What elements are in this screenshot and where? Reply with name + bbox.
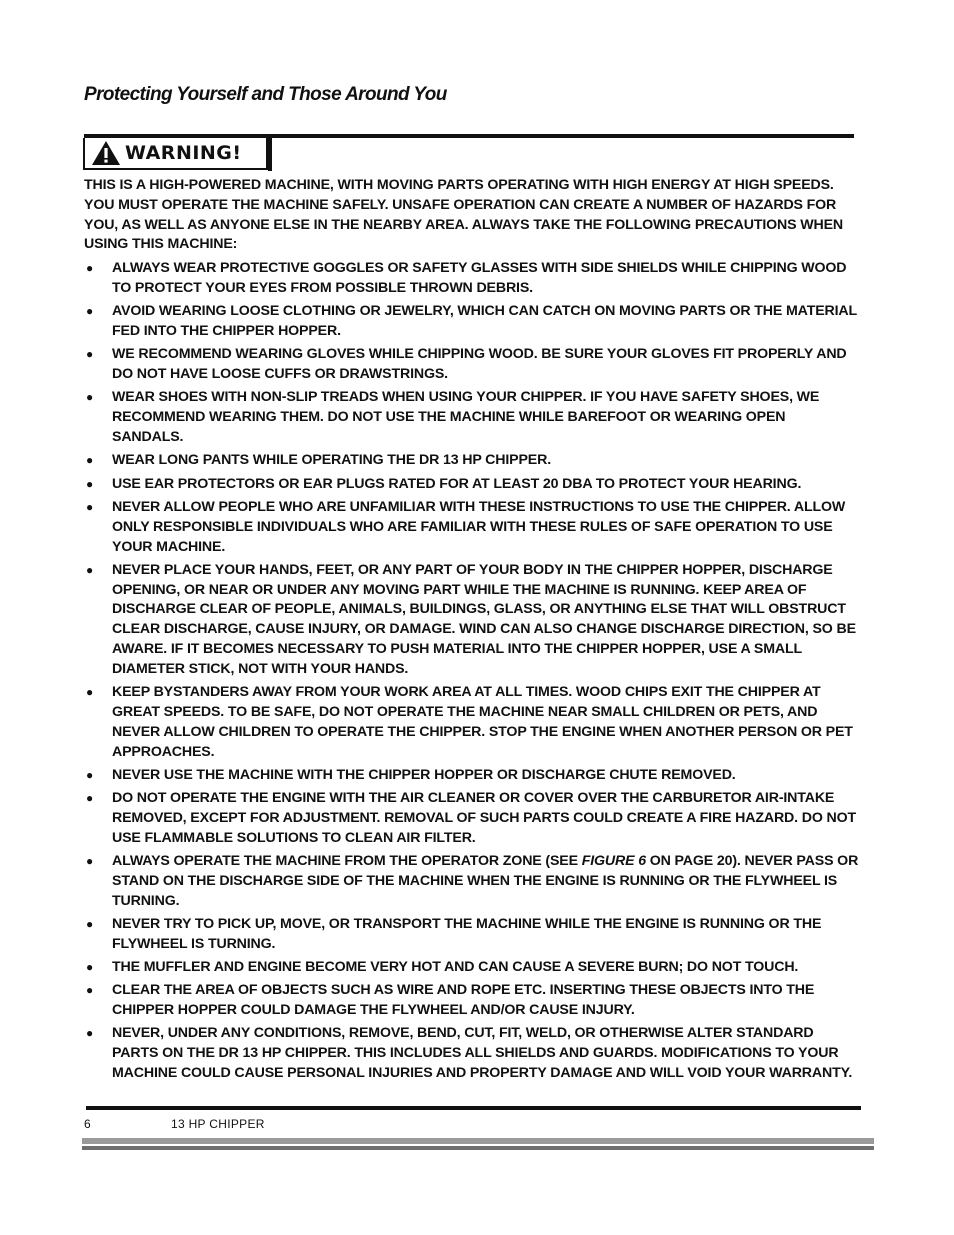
bullet-icon: ● [86, 854, 94, 868]
list-item [84, 498, 859, 557]
list-item [84, 388, 859, 447]
list-item [84, 981, 859, 1021]
item-text-before: ALWAYS OPERATE THE MACHINE FROM THE OPERATOR ZONE (SEE [112, 853, 582, 869]
list-item-text: THE MUFFLER AND ENGINE BECOME VERY HOT AND CAN CAUSE A SEVERE BURN; DO NOT TOUCH. [112, 958, 799, 975]
footer-doc-title: 13 HP CHIPPER [171, 1117, 265, 1131]
section-title: Protecting Yourself and Those Around You [84, 84, 447, 105]
list-item-text: NEVER PLACE YOUR HANDS, FEET, OR ANY PART OF YOUR BODY IN THE CHIPPER HOPPER, DISCHARGE OPENING, OR NEAR OR UNDER ANY MOVING PART WHILE THE MACHINE IS RUNNING. KEEP AREA OF DISCHARGE CLEAR OF PEOPLE, ANIMALS, BUILDINGS, GLASS, OR ANYTHING ELSE THAT WILL OBSTRUCT CLEAR DISCHARGE, CAUSE INJURY, OR DAMAGE. WIND CAN ALSO CHANGE DISCHARGE DIRECTION, SO BE AWARE. IF IT BECOMES NECESSARY TO PUSH MATERIAL INTO THE CHIPPER HOPPER, USE A SMALL DIAMETER STICK, NOT WITH YOUR HANDS. [112, 561, 856, 677]
list-item-text: NEVER ALLOW PEOPLE WHO ARE UNFAMILIAR WITH THESE INSTRUCTIONS TO USE THE CHIPPER. ALLOW ONLY RESPONSIBLE INDIVIDUALS WHO ARE FAMILIAR WITH THESE RULES OF SAFE OPERATION TO USE YOUR MACHINE. [112, 498, 846, 555]
bullet-icon: ● [86, 347, 94, 362]
list-item [84, 915, 859, 955]
bullet-icon: ● [86, 685, 94, 700]
warning-content [84, 176, 859, 1087]
list-item [84, 852, 859, 911]
list-item-text: NEVER USE THE MACHINE WITH THE CHIPPER HOPPER OR DISCHARGE CHUTE REMOVED. [112, 766, 736, 783]
intro-paragraph: THIS IS A HIGH-POWERED MACHINE, WITH MOVING PARTS OPERATING WITH HIGH ENERGY AT HIGH SPEEDS. YOU MUST OPERATE THE MACHINE SAFELY. UNSAFE OPERATION CAN CREATE A NUMBER OF HAZARDS FOR YOU, AS WELL AS ANYONE ELSE IN THE NEARBY AREA. ALWAYS TAKE THE FOLLOWING PRECAUTIONS WHEN USING THIS MACHINE: [84, 177, 843, 253]
bullet-icon: ● [86, 791, 94, 806]
list-item-text: WE RECOMMEND WEARING GLOVES WHILE CHIPPING WOOD. BE SURE YOUR GLOVES FIT PROPERLY AND DO NOT HAVE LOOSE CUFFS OR DRAWSTRINGS. [112, 346, 847, 383]
bullet-icon: ● [86, 453, 94, 468]
bullet-icon: ● [86, 767, 94, 782]
list-item [84, 475, 859, 495]
bullet-icon: ● [86, 476, 94, 491]
bullet-icon: ● [86, 304, 94, 319]
bullet-icon: ● [86, 983, 94, 998]
footer-bar [82, 1138, 874, 1150]
warning-triangle-icon [87, 139, 125, 167]
list-item-text: AVOID WEARING LOOSE CLOTHING OR JEWELRY, WHICH CAN CATCH ON MOVING PARTS OR THE MATERIAL FED INTO THE CHIPPER HOPPER. [112, 303, 857, 340]
precautions-list [84, 259, 859, 1084]
list-item-text: ALWAYS WEAR PROTECTIVE GOGGLES OR SAFETY GLASSES WITH SIDE SHIELDS WHILE CHIPPING WOOD TO PROTECT YOUR EYES FROM POSSIBLE THROWN DEBRIS. [112, 260, 847, 296]
bullet-icon: ● [86, 959, 94, 974]
list-item [84, 958, 859, 978]
list-item-text: WEAR LONG PANTS WHILE OPERATING THE DR 13 HP CHIPPER. [112, 452, 551, 469]
list-item-text: NEVER TRY TO PICK UP, MOVE, OR TRANSPORT THE MACHINE WHILE THE ENGINE IS RUNNING OR THE FLYWHEEL IS TURNING. [112, 915, 822, 952]
bullet-icon: ● [86, 499, 94, 514]
list-item-text: NEVER, UNDER ANY CONDITIONS, REMOVE, BEND, CUT, FIT, WELD, OR OTHERWISE ALTER STANDARD PARTS ON THE DR 13 HP CHIPPER. THIS INCLUDES ALL SHIELDS AND GUARDS. MODIFICATIONS TO YOUR MACHINE COULD CAUSE PERSONAL INJURIES AND PROPERTY DAMAGE AND WILL VOID YOUR WARRANTY. [112, 1025, 853, 1081]
list-item [84, 789, 859, 848]
figure-reference: FIGURE 6 [581, 853, 646, 869]
bottom-rule [86, 1106, 861, 1110]
list-item-text: KEEP BYSTANDERS AWAY FROM YOUR WORK AREA AT ALL TIMES. WOOD CHIPS EXIT THE CHIPPER AT GREAT SPEEDS. TO BE SAFE, DO NOT OPERATE THE MACHINE NEAR SMALL CHILDREN OR PETS, AND NEVER ALLOW CHILDREN TO OPERATE THE CHIPPER. STOP THE ENGINE WHEN ANOTHER PERSON OR PET APPROACHES. [112, 684, 853, 760]
item-text-after: ON PAGE 20). NEVER PASS OR STAND ON THE DISCHARGE SIDE OF THE MACHINE WHEN THE ENGINE IS RUNNING OR THE FLYWHEEL IS TURNING. [112, 853, 859, 909]
list-item [84, 1024, 859, 1083]
warning-label: WARNING! [125, 142, 242, 164]
list-item [84, 345, 859, 385]
list-item-text: USE EAR PROTECTORS OR EAR PLUGS RATED FOR AT LEAST 20 DBA TO PROTECT YOUR HEARING. [112, 475, 802, 492]
list-item [84, 561, 859, 680]
bullet-icon: ● [86, 562, 94, 577]
list-item-text: CLEAR THE AREA OF OBJECTS SUCH AS WIRE AND ROPE ETC. INSERTING THESE OBJECTS INTO THE CHIPPER HOPPER COULD DAMAGE THE FLYWHEEL AND/OR CAUSE INJURY. [112, 982, 815, 1019]
bullet-icon: ● [86, 1026, 94, 1041]
list-item-text: DO NOT OPERATE THE ENGINE WITH THE AIR CLEANER OR COVER OVER THE CARBURETOR AIR-INTAKE REMOVED, EXCEPT FOR ADJUSTMENT. REMOVAL OF SUCH PARTS COULD CREATE A FIRE HAZARD. DO NOT USE FLAMMABLE SOLUTIONS TO CLEAN AIR FILTER. [112, 790, 857, 846]
list-item [84, 259, 859, 299]
bullet-icon: ● [86, 261, 94, 276]
list-item-text: WEAR SHOES WITH NON-SLIP TREADS WHEN USING YOUR CHIPPER. IF YOU HAVE SAFETY SHOES, WE RECOMMEND WEARING THEM. DO NOT USE THE MACHINE WHILE BAREFOOT OR WEARING OPEN SANDALS. [112, 389, 820, 446]
list-item-text [112, 853, 858, 909]
page-number: 6 [84, 1117, 91, 1131]
list-item [84, 683, 859, 762]
bullet-icon: ● [86, 390, 94, 405]
list-item [84, 766, 859, 786]
bullet-icon: ● [86, 916, 94, 931]
list-item [84, 451, 859, 471]
warning-banner [83, 138, 268, 170]
list-item [84, 302, 859, 342]
